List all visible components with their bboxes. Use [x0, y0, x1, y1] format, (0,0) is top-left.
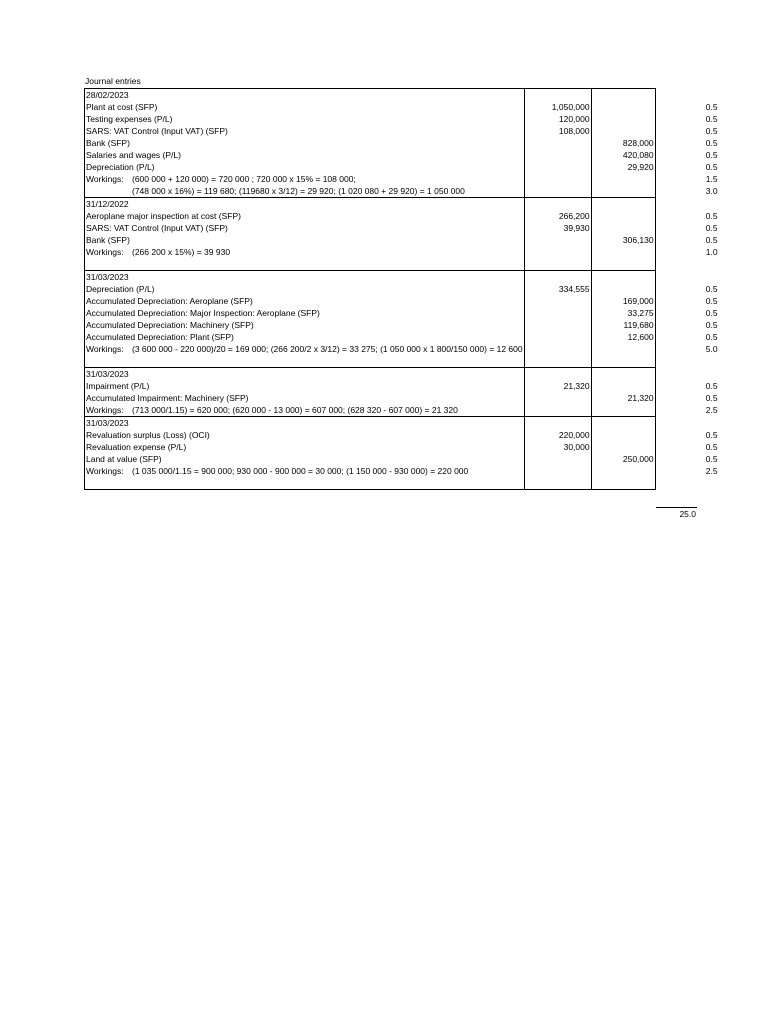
account-name: Revaluation expense (P/L): [85, 441, 525, 453]
journal-line: [85, 161, 720, 173]
marks-cell: [655, 355, 719, 368]
workings-row: [85, 465, 720, 477]
marks-cell: [655, 89, 719, 102]
debit-amount: 108,000: [524, 125, 591, 137]
debit-cell: [524, 465, 591, 477]
account-name: Land at value (SFP): [85, 453, 525, 465]
entry-date-row: [85, 89, 720, 102]
debit-cell: [524, 343, 591, 355]
debit-amount: 39,930: [524, 222, 591, 234]
credit-cell: [591, 368, 655, 381]
credit-cell: [591, 246, 655, 258]
journal-line: [85, 295, 720, 307]
workings-row: [85, 185, 720, 198]
credit-cell: [591, 198, 655, 211]
credit-amount: [591, 380, 655, 392]
debit-cell: [524, 173, 591, 185]
workings-row: [85, 404, 720, 417]
workings-row: [85, 246, 720, 258]
credit-amount: 828,000: [591, 137, 655, 149]
debit-amount: [524, 295, 591, 307]
account-name: Depreciation (P/L): [85, 161, 525, 173]
credit-amount: 21,320: [591, 392, 655, 404]
entry-date: 31/03/2023: [85, 417, 525, 430]
line-marks: 0.5: [705, 126, 718, 136]
workings-marks: 1.0: [705, 247, 718, 257]
line-marks: 0.5: [705, 284, 718, 294]
journal-line: [85, 331, 720, 343]
debit-amount: 220,000: [524, 429, 591, 441]
line-marks: 0.5: [705, 150, 718, 160]
journal-line: [85, 441, 720, 453]
workings-label: Workings:: [86, 247, 124, 257]
credit-amount: 250,000: [591, 453, 655, 465]
entry-date: 31/03/2023: [85, 368, 525, 381]
credit-cell: [591, 477, 655, 490]
journal-line: [85, 101, 720, 113]
journal-line: [85, 210, 720, 222]
account-name: Plant at cost (SFP): [85, 101, 525, 113]
journal-line: [85, 392, 720, 404]
line-marks: 0.5: [705, 320, 718, 330]
entry-date-row: [85, 271, 720, 284]
marks-cell: [655, 477, 719, 490]
debit-cell: [524, 355, 591, 368]
workings-marks: 1.5: [705, 174, 718, 184]
debit-cell: [524, 271, 591, 284]
debit-amount: [524, 331, 591, 343]
credit-amount: 29,920: [591, 161, 655, 173]
entry-date: 31/03/2023: [85, 271, 525, 284]
credit-amount: [591, 210, 655, 222]
line-marks: 0.5: [705, 430, 718, 440]
debit-amount: [524, 137, 591, 149]
marks-cell: [655, 271, 719, 284]
account-name: Accumulated Depreciation: Aeroplane (SFP): [85, 295, 525, 307]
debit-amount: 30,000: [524, 441, 591, 453]
total-marks: 25.0: [679, 509, 696, 519]
credit-cell: [591, 185, 655, 198]
credit-cell: [591, 271, 655, 284]
workings-marks: 5.0: [705, 344, 718, 354]
page-title: Journal entries: [85, 76, 141, 86]
debit-amount: 266,200: [524, 210, 591, 222]
credit-amount: 12,600: [591, 331, 655, 343]
credit-cell: [591, 343, 655, 355]
blank-cell: [85, 355, 525, 368]
line-marks: 0.5: [705, 138, 718, 148]
debit-cell: [524, 477, 591, 490]
credit-amount: [591, 441, 655, 453]
marks-cell: [655, 368, 719, 381]
line-marks: 0.5: [705, 454, 718, 464]
line-marks: 0.5: [705, 332, 718, 342]
workings-cell: [85, 173, 525, 185]
journal-line: [85, 222, 720, 234]
line-marks: 0.5: [705, 442, 718, 452]
marks-cell: [655, 258, 719, 271]
debit-cell: [524, 89, 591, 102]
journal-line: [85, 149, 720, 161]
credit-amount: 306,130: [591, 234, 655, 246]
journal-table: [84, 88, 720, 490]
journal-line: [85, 429, 720, 441]
workings-cell: [85, 246, 525, 258]
debit-amount: [524, 234, 591, 246]
journal-line: [85, 113, 720, 125]
account-name: Revaluation surplus (Loss) (OCI): [85, 429, 525, 441]
account-name: Depreciation (P/L): [85, 283, 525, 295]
debit-amount: 120,000: [524, 113, 591, 125]
blank-cell: [85, 477, 525, 490]
workings-marks: 2.5: [705, 405, 718, 416]
debit-cell: [524, 258, 591, 271]
entry-date-row: [85, 198, 720, 211]
debit-cell: [524, 404, 591, 417]
workings-label: Workings:: [86, 174, 124, 184]
journal-line: [85, 307, 720, 319]
workings-text: (266 200 x 15%) = 39 930: [132, 247, 231, 257]
credit-cell: [591, 89, 655, 102]
line-marks: 0.5: [705, 223, 718, 233]
account-name: Accumulated Depreciation: Plant (SFP): [85, 331, 525, 343]
journal-line: [85, 234, 720, 246]
debit-amount: [524, 307, 591, 319]
debit-amount: 334,555: [524, 283, 591, 295]
journal-line: [85, 137, 720, 149]
line-marks: 0.5: [705, 235, 718, 245]
line-marks: 0.5: [705, 102, 718, 112]
line-marks: 0.5: [705, 308, 718, 318]
debit-cell: [524, 185, 591, 198]
workings-cell: [85, 185, 525, 198]
workings-text: (1 035 000/1.15 = 900 000; 930 000 - 900 000 = 30 000; (1 150 000 - 930 000) = 220 000: [132, 466, 469, 476]
debit-amount: 21,320: [524, 380, 591, 392]
marks-cell: [655, 198, 719, 211]
line-marks: 0.5: [705, 393, 718, 403]
workings-text: (3 600 000 - 220 000)/20 = 169 000; (266 200/2 x 3/12) = 33 275; (1 050 000 x 1 800/150 000) = 12 600: [132, 344, 523, 354]
credit-cell: [591, 173, 655, 185]
journal-line: [85, 319, 720, 331]
debit-amount: [524, 453, 591, 465]
line-marks: 0.5: [705, 114, 718, 124]
journal-line: [85, 125, 720, 137]
workings-cell: [85, 465, 525, 477]
credit-amount: 119,680: [591, 319, 655, 331]
total-underline: [656, 507, 697, 508]
workings-text: (748 000 x 16%) = 119 680; (119680 x 3/12) = 29 920; (1 020 080 + 29 920) = 1 050 000: [132, 186, 465, 196]
workings-marks: 3.0: [705, 186, 718, 197]
account-name: SARS: VAT Control (Input VAT) (SFP): [85, 222, 525, 234]
debit-amount: [524, 149, 591, 161]
workings-label: Workings:: [86, 344, 124, 354]
account-name: SARS: VAT Control (Input VAT) (SFP): [85, 125, 525, 137]
credit-amount: [591, 101, 655, 113]
blank-cell: [85, 258, 525, 271]
account-name: Salaries and wages (P/L): [85, 149, 525, 161]
credit-amount: [591, 283, 655, 295]
account-name: Bank (SFP): [85, 137, 525, 149]
debit-cell: [524, 368, 591, 381]
entry-date-row: [85, 417, 720, 430]
credit-amount: [591, 222, 655, 234]
blank-row: [85, 355, 720, 368]
workings-marks: 2.5: [705, 466, 718, 476]
credit-cell: [591, 404, 655, 417]
account-name: Aeroplane major inspection at cost (SFP): [85, 210, 525, 222]
workings-text: (713 000/1.15) = 620 000; (620 000 - 13 000) = 607 000; (628 320 - 607 000) = 21 320: [132, 405, 458, 415]
debit-amount: [524, 392, 591, 404]
line-marks: 0.5: [705, 162, 718, 172]
entry-date: 28/02/2023: [85, 89, 525, 102]
debit-amount: 1,050,000: [524, 101, 591, 113]
blank-row: [85, 477, 720, 490]
debit-cell: [524, 417, 591, 430]
debit-cell: [524, 198, 591, 211]
workings-text: (600 000 + 120 000) = 720 000 ; 720 000 x 15% = 108 000;: [132, 174, 356, 184]
credit-amount: [591, 125, 655, 137]
account-name: Bank (SFP): [85, 234, 525, 246]
workings-cell: [85, 343, 525, 355]
credit-cell: [591, 355, 655, 368]
workings-row: [85, 343, 720, 355]
marks-cell: [655, 417, 719, 430]
credit-cell: [591, 417, 655, 430]
workings-cell: [85, 404, 525, 417]
account-name: Accumulated Depreciation: Machinery (SFP): [85, 319, 525, 331]
journal-line: [85, 380, 720, 392]
debit-amount: [524, 161, 591, 173]
account-name: Impairment (P/L): [85, 380, 525, 392]
debit-amount: [524, 319, 591, 331]
credit-amount: 420,080: [591, 149, 655, 161]
line-marks: 0.5: [705, 381, 718, 391]
credit-cell: [591, 465, 655, 477]
entry-date: 31/12/2022: [85, 198, 525, 211]
workings-label: Workings:: [86, 466, 124, 476]
credit-amount: [591, 429, 655, 441]
entry-date-row: [85, 368, 720, 381]
line-marks: 0.5: [705, 296, 718, 306]
journal-body: [85, 89, 720, 490]
credit-amount: [591, 113, 655, 125]
journal-line: [85, 283, 720, 295]
workings-label: Workings:: [86, 405, 124, 415]
blank-row: [85, 258, 720, 271]
debit-cell: [524, 246, 591, 258]
account-name: Accumulated Depreciation: Major Inspection: Aeroplane (SFP): [85, 307, 525, 319]
credit-cell: [591, 258, 655, 271]
line-marks: 0.5: [705, 211, 718, 221]
account-name: Accumulated Impairment: Machinery (SFP): [85, 392, 525, 404]
credit-amount: 33,275: [591, 307, 655, 319]
workings-row: [85, 173, 720, 185]
credit-amount: 169,000: [591, 295, 655, 307]
journal-line: [85, 453, 720, 465]
account-name: Testing expenses (P/L): [85, 113, 525, 125]
